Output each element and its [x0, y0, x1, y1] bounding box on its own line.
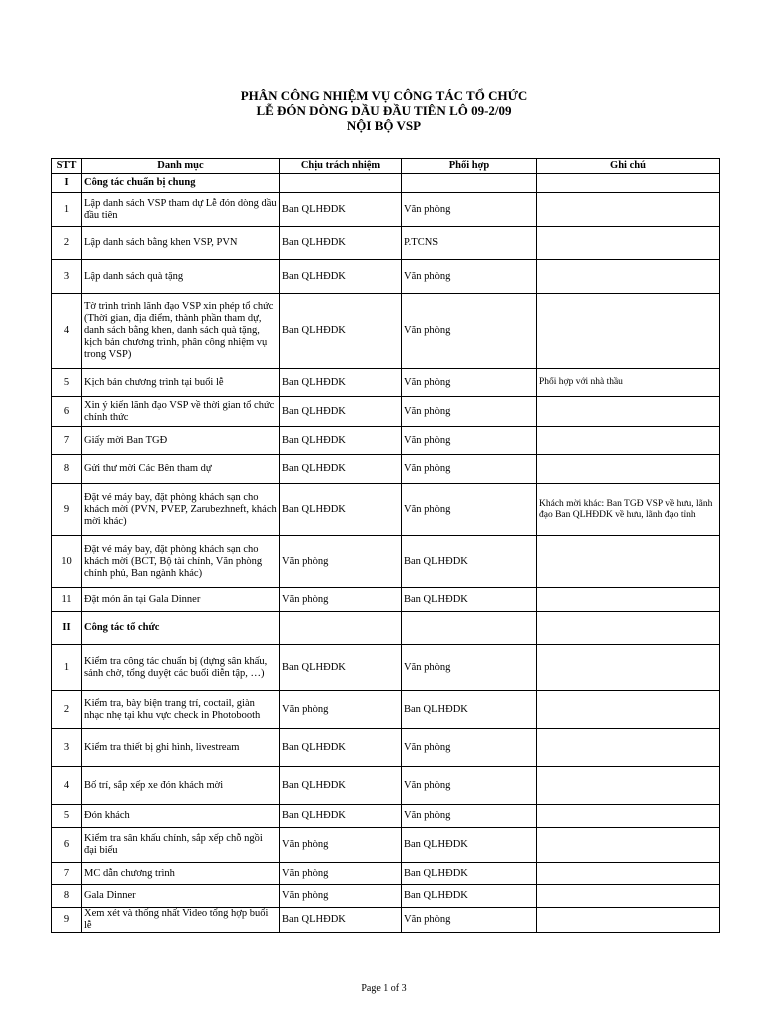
cell-item: Bố trí, sắp xếp xe đón khách mời [82, 767, 280, 805]
cell-coordination: Ban QLHĐDK [402, 691, 537, 729]
cell-note: Phối hợp với nhà thầu [537, 369, 720, 397]
document-title-line-2: LỄ ĐÓN DÒNG DẦU ĐẦU TIÊN LÔ 09-2/09 [256, 103, 512, 118]
cell-note [537, 908, 720, 933]
cell-note [537, 588, 720, 612]
document-title-line-3: NỘI BỘ VSP [346, 118, 422, 133]
cell-coordination: Văn phòng [402, 645, 537, 691]
cell-item: Kiểm tra sân khấu chính, sắp xếp chỗ ngồi đại biểu [82, 828, 280, 863]
table-row [52, 369, 720, 397]
cell-item: Lập danh sách VSP tham dự Lễ đón dòng dầu đầu tiên [82, 193, 280, 227]
table-row [52, 455, 720, 484]
cell-note [537, 805, 720, 828]
cell-note [537, 193, 720, 227]
cell-coordination [402, 612, 537, 645]
cell-stt: 11 [52, 588, 82, 612]
cell-stt: 5 [52, 805, 82, 828]
cell-coordination: Ban QLHĐDK [402, 885, 537, 908]
header-coordination: Phối hợp [402, 159, 537, 174]
cell-coordination: Văn phòng [402, 369, 537, 397]
cell-coordination: Văn phòng [402, 294, 537, 369]
cell-responsible: Ban QLHĐDK [280, 805, 402, 828]
cell-coordination: Văn phòng [402, 767, 537, 805]
cell-stt: 10 [52, 536, 82, 588]
table-row [52, 828, 720, 863]
table-row [52, 908, 720, 933]
cell-responsible: Ban QLHĐDK [280, 193, 402, 227]
cell-item: Đặt món ăn tại Gala Dinner [82, 588, 280, 612]
cell-note: Khách mời khác: Ban TGĐ VSP về hưu, lãnh đạo Ban QLHĐDK về hưu, lãnh đạo tỉnh [537, 484, 720, 536]
cell-note [537, 885, 720, 908]
cell-note [537, 536, 720, 588]
cell-note [537, 645, 720, 691]
cell-coordination: Ban QLHĐDK [402, 863, 537, 885]
cell-coordination: Ban QLHĐDK [402, 588, 537, 612]
cell-coordination: Văn phòng [402, 427, 537, 455]
table-row [52, 691, 720, 729]
cell-stt: 8 [52, 455, 82, 484]
section-row [52, 174, 720, 193]
cell-responsible: Văn phòng [280, 536, 402, 588]
cell-stt: 1 [52, 645, 82, 691]
cell-item: Đón khách [82, 805, 280, 828]
cell-responsible: Ban QLHĐDK [280, 455, 402, 484]
section-row [52, 612, 720, 645]
cell-responsible: Văn phòng [280, 691, 402, 729]
cell-coordination: Ban QLHĐDK [402, 828, 537, 863]
cell-stt: 3 [52, 729, 82, 767]
header-stt: STT [52, 159, 82, 174]
cell-coordination [402, 174, 537, 193]
cell-responsible: Ban QLHĐDK [280, 729, 402, 767]
cell-note [537, 455, 720, 484]
cell-coordination: Văn phòng [402, 729, 537, 767]
table-row [52, 767, 720, 805]
table-row [52, 536, 720, 588]
cell-coordination: Văn phòng [402, 805, 537, 828]
cell-responsible [280, 174, 402, 193]
cell-stt: 8 [52, 885, 82, 908]
cell-note [537, 612, 720, 645]
cell-item: Công tác tổ chức [82, 612, 280, 645]
table-row [52, 227, 720, 260]
assignment-table [51, 158, 720, 933]
table-row [52, 484, 720, 536]
cell-coordination: Văn phòng [402, 260, 537, 294]
cell-note [537, 397, 720, 427]
table-row [52, 260, 720, 294]
cell-coordination: Văn phòng [402, 455, 537, 484]
table-row [52, 588, 720, 612]
cell-stt: I [52, 174, 82, 193]
table-header-row [52, 159, 720, 174]
cell-note [537, 294, 720, 369]
page-footer: Page 1 of 3 [361, 983, 407, 994]
cell-item: Tờ trình trình lãnh đạo VSP xin phép tổ chức (Thời gian, địa điểm, thành phần tham dự, danh sách bằng khen, danh sách quà tặng, kịch bản chương trình, phân công nhiệm vụ trong VSP) [82, 294, 280, 369]
cell-stt: 4 [52, 294, 82, 369]
cell-responsible: Văn phòng [280, 828, 402, 863]
cell-stt: 6 [52, 828, 82, 863]
cell-coordination: P.TCNS [402, 227, 537, 260]
cell-responsible: Ban QLHĐDK [280, 908, 402, 933]
cell-responsible: Văn phòng [280, 863, 402, 885]
cell-responsible: Ban QLHĐDK [280, 397, 402, 427]
cell-stt: 4 [52, 767, 82, 805]
cell-item: Lập danh sách quà tặng [82, 260, 280, 294]
cell-responsible: Ban QLHĐDK [280, 484, 402, 536]
cell-responsible: Ban QLHĐDK [280, 227, 402, 260]
cell-item: Xin ý kiến lãnh đạo VSP về thời gian tổ chức chính thức [82, 397, 280, 427]
cell-stt: 3 [52, 260, 82, 294]
cell-stt: 6 [52, 397, 82, 427]
cell-note [537, 260, 720, 294]
cell-item: Đặt vé máy bay, đặt phòng khách sạn cho khách mời (PVN, PVEP, Zarubezhneft, khách mời khác) [82, 484, 280, 536]
cell-coordination: Văn phòng [402, 193, 537, 227]
cell-coordination: Ban QLHĐDK [402, 536, 537, 588]
table-row [52, 729, 720, 767]
cell-item: Giấy mời Ban TGĐ [82, 427, 280, 455]
cell-note [537, 767, 720, 805]
table-row [52, 885, 720, 908]
cell-responsible: Ban QLHĐDK [280, 427, 402, 455]
cell-responsible: Ban QLHĐDK [280, 369, 402, 397]
cell-stt: 9 [52, 484, 82, 536]
cell-note [537, 863, 720, 885]
cell-item: Kiểm tra, bày biện trang trí, coctail, giàn nhạc nhẹ tại khu vực check in Photobooth [82, 691, 280, 729]
cell-stt: 2 [52, 227, 82, 260]
table-row [52, 193, 720, 227]
cell-note [537, 828, 720, 863]
table-row [52, 397, 720, 427]
cell-note [537, 174, 720, 193]
cell-item: Kiểm tra thiết bị ghi hình, livestream [82, 729, 280, 767]
cell-responsible: Ban QLHĐDK [280, 294, 402, 369]
cell-coordination: Văn phòng [402, 397, 537, 427]
cell-item: Gala Dinner [82, 885, 280, 908]
cell-note [537, 227, 720, 260]
document-title-line-1: PHÂN CÔNG NHIỆM VỤ CÔNG TÁC TỔ CHỨC [240, 88, 528, 103]
cell-responsible: Ban QLHĐDK [280, 260, 402, 294]
table-body [52, 174, 720, 933]
table-row [52, 294, 720, 369]
table-row [52, 645, 720, 691]
cell-item: Gửi thư mời Các Bên tham dự [82, 455, 280, 484]
cell-stt: 2 [52, 691, 82, 729]
cell-item: Đặt vé máy bay, đặt phòng khách sạn cho khách mời (BCT, Bộ tài chính, Văn phòng chính phủ, Ban ngành khác) [82, 536, 280, 588]
cell-responsible [280, 612, 402, 645]
cell-stt: 7 [52, 863, 82, 885]
cell-item: Kịch bản chương trình tại buổi lễ [82, 369, 280, 397]
header-item: Danh mục [82, 159, 280, 174]
cell-responsible: Ban QLHĐDK [280, 645, 402, 691]
cell-responsible: Văn phòng [280, 885, 402, 908]
cell-stt: II [52, 612, 82, 645]
cell-note [537, 729, 720, 767]
cell-item: Kiểm tra công tác chuẩn bị (dựng sân khấu, sảnh chờ, tổng duyệt các buổi diễn tập, …) [82, 645, 280, 691]
table-row [52, 427, 720, 455]
cell-coordination: Văn phòng [402, 908, 537, 933]
table-row [52, 805, 720, 828]
cell-item: Công tác chuẩn bị chung [82, 174, 280, 193]
header-responsible: Chịu trách nhiệm [280, 159, 402, 174]
cell-stt: 5 [52, 369, 82, 397]
cell-responsible: Văn phòng [280, 588, 402, 612]
cell-coordination: Văn phòng [402, 484, 537, 536]
header-note: Ghi chú [537, 159, 720, 174]
cell-item: MC dẫn chương trình [82, 863, 280, 885]
cell-item: Lập danh sách bằng khen VSP, PVN [82, 227, 280, 260]
cell-responsible: Ban QLHĐDK [280, 767, 402, 805]
cell-stt: 9 [52, 908, 82, 933]
cell-stt: 7 [52, 427, 82, 455]
cell-stt: 1 [52, 193, 82, 227]
cell-note [537, 427, 720, 455]
cell-note [537, 691, 720, 729]
table-row [52, 863, 720, 885]
cell-item: Xem xét và thống nhất Video tổng hợp buổi lễ [82, 908, 280, 933]
